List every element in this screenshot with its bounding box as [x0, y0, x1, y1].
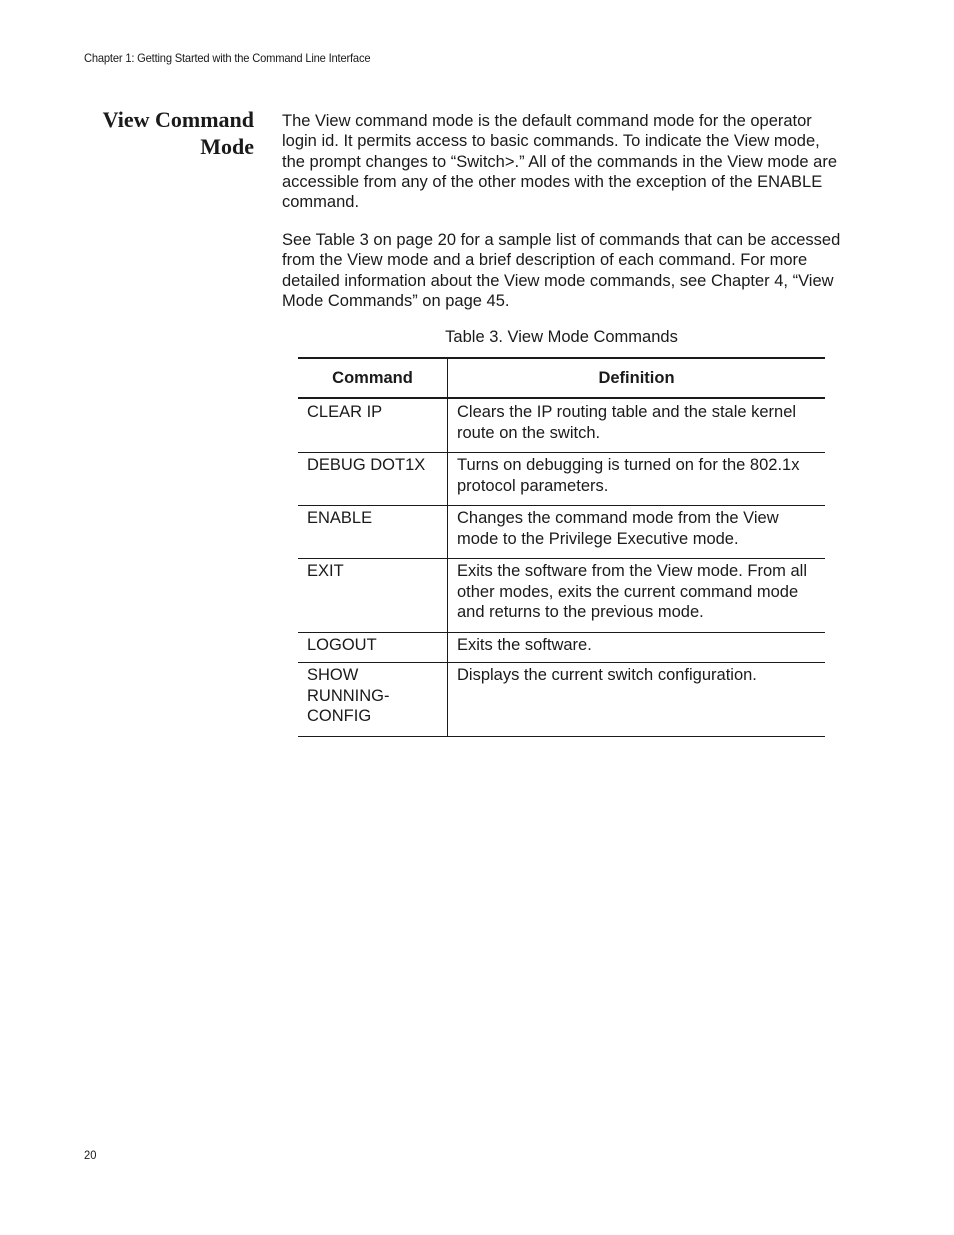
definition-cell: Displays the current switch configuration.: [448, 663, 826, 737]
command-cell: CLEAR IP: [298, 398, 448, 453]
command-cell: SHOW RUNNING-CONFIG: [298, 663, 448, 737]
section-title: [60, 106, 254, 160]
definition-cell: Changes the command mode from the View mode to the Privilege Executive mode.: [448, 506, 826, 559]
command-cell: LOGOUT: [298, 632, 448, 663]
table-caption: Table 3. View Mode Commands: [445, 328, 678, 346]
table-row: [298, 663, 825, 737]
definition-cell: Clears the IP routing table and the stale kernel route on the switch.: [448, 398, 826, 453]
view-mode-commands-table: [298, 357, 825, 737]
definition-cell: Turns on debugging is turned on for the 802.1x protocol parameters.: [448, 453, 826, 506]
table-row: [298, 506, 825, 559]
column-header-definition: Definition: [448, 358, 826, 398]
reference-paragraph: See Table 3 on page 20 for a sample list of commands that can be accessed from the View mode and a brief description of each command. For more detailed information about the View mode commands, see Chapter 4, “View Mode Commands” on page 45.: [282, 231, 841, 310]
running-header: Chapter 1: Getting Started with the Command Line Interface: [84, 51, 371, 65]
command-cell: DEBUG DOT1X: [298, 453, 448, 506]
section-title-line-2: Mode: [200, 134, 254, 159]
table-header-row: [298, 358, 825, 398]
command-cell: ENABLE: [298, 506, 448, 559]
command-cell: EXIT: [298, 559, 448, 633]
definition-cell: Exits the software.: [448, 632, 826, 663]
definition-cell: Exits the software from the View mode. From all other modes, exits the current command mode and returns to the previous mode.: [448, 559, 826, 633]
table-row: [298, 453, 825, 506]
table-row: [298, 398, 825, 453]
table-row: [298, 632, 825, 663]
section-title-line-1: View Command: [102, 107, 254, 132]
page-number: 20: [84, 1148, 97, 1162]
intro-paragraph: The View command mode is the default command mode for the operator login id. It permits access to basic commands. To indicate the View mode, the prompt changes to “Switch>.” All of the commands in the View mode are accessible from any of the other modes with the exception of the ENABLE command.: [282, 112, 838, 212]
table-row: [298, 559, 825, 633]
column-header-command: Command: [298, 358, 448, 398]
